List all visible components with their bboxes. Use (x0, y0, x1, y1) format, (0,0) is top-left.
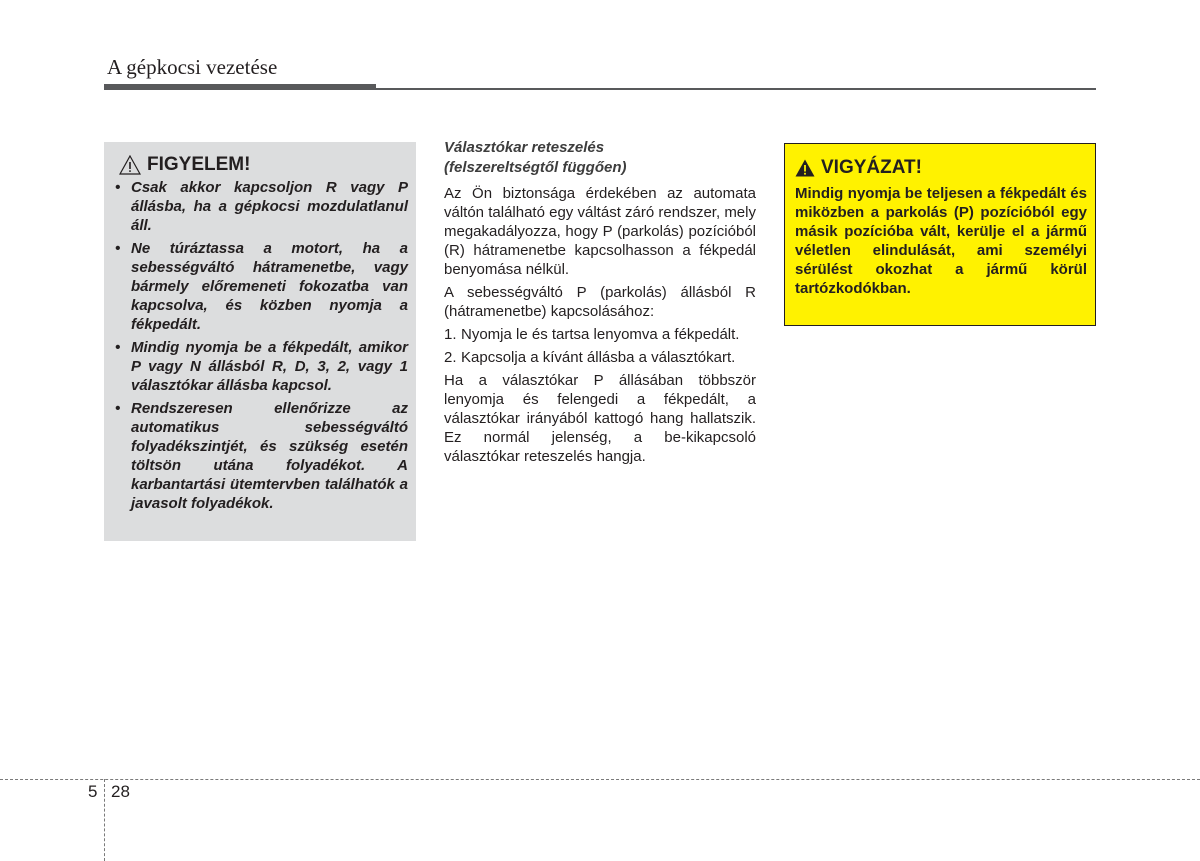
step-item (444, 325, 756, 344)
step-number: 2. (444, 349, 457, 366)
paragraph-note: Ha a választókar P állásában többször lenyomja és felengedi a fékpedált, a választókar irányából kattogó hang hallatszik. Ez normál jelenség, a be-kikapcsoló választókar reteszelés hangja. (444, 372, 756, 465)
warning-item (115, 178, 408, 235)
warning-list (115, 178, 406, 513)
bullet: • (115, 400, 121, 417)
caution-title-text: VIGYÁZAT! (821, 157, 922, 178)
page-header-title: A gépkocsi vezetése (107, 55, 278, 79)
warning-triangle-icon (119, 155, 141, 175)
caution-box (784, 143, 1096, 326)
header-rule-thin (376, 88, 1096, 90)
paragraph-instruction: A sebességváltó P (parkolás) állásból R (hátramenetbe) kapcsolásához: (444, 284, 756, 320)
footer-rule (0, 779, 1200, 780)
warning-item (115, 239, 408, 334)
warning-item-text: Rendszeresen ellenőrizze az automatikus sebességváltó folyadékszintjét, és szükség esetén töltsön utána folyadékot. A karbantartási ütemtervben találhatók a javasolt folyadékok. (131, 400, 408, 512)
page-number: 28 (111, 782, 130, 801)
step-text: Kapcsolja a kívánt állásba a választókart. (461, 349, 736, 366)
chapter-number: 5 (88, 782, 98, 801)
warning-item (115, 338, 408, 395)
caution-title (795, 156, 1085, 180)
warning-box (104, 142, 416, 541)
caution-triangle-icon (795, 159, 815, 177)
paragraph-intro: Az Ön biztonsága érdekében az automata váltón található egy váltást záró rendszer, mely megakadályozza, hogy P (parkolás) pozícióból (R) hátramenetbe kapcsolhasson a fékpedál benyomása nélkül. (444, 185, 756, 278)
bullet: • (115, 339, 121, 356)
section-heading: Választókar reteszelés (felszereltségtől függően) (444, 139, 627, 176)
header-rule-thick (104, 84, 376, 90)
bullet: • (115, 179, 121, 196)
warning-item-text: Mindig nyomja be a fékpedált, amikor P vagy N állásból R, D, 3, 2, vagy 1 választókar állásba kapcsol. (131, 339, 408, 394)
steps-list (444, 325, 756, 367)
step-number: 1. (444, 326, 457, 343)
warning-item-text: Ne túráztassa a motort, ha a sebességváltó hátramenetbe, vagy bármely előremeneti fokozatba van kapcsolva, és közben nyomja a fékpedált. (131, 240, 408, 333)
step-text: Nyomja le és tartsa lenyomva a fékpedált. (461, 326, 740, 343)
step-item (444, 348, 756, 367)
caution-text: Mindig nyomja be teljesen a fékpedált és miközben a parkolás (P) pozícióból egy másik pozícióba vált, kerülje el a jármű véletlen elindulását, ami személyi sérülést okozhat a jármű körül tartózkodókban. (795, 185, 1087, 297)
footer-vertical-rule (104, 779, 105, 861)
bullet: • (115, 240, 121, 257)
warning-title-text: FIGYELEM! (147, 154, 251, 175)
warning-item-text: Csak akkor kapcsoljon R vagy P állásba, ha a gépkocsi mozdulatlanul áll. (131, 179, 408, 234)
warning-title (119, 154, 406, 176)
warning-item (115, 399, 408, 513)
middle-column (444, 138, 756, 470)
